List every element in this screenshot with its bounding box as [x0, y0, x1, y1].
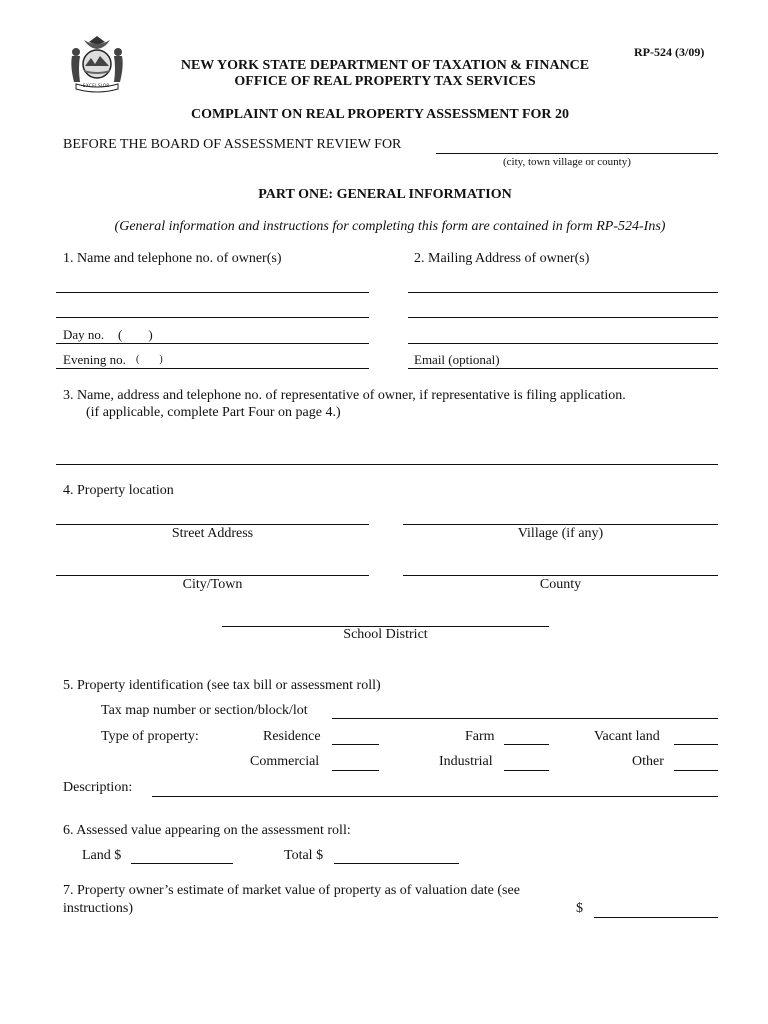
part-one-heading: PART ONE: GENERAL INFORMATION	[258, 187, 512, 202]
department-line-2: OFFICE OF REAL PROPERTY TAX SERVICES	[234, 74, 536, 89]
street-address-label: Street Address	[171, 526, 254, 541]
description-label: Description:	[63, 780, 133, 795]
state-seal-icon	[62, 34, 132, 98]
q7-label: 7. Property owner’s estimate of market value of property as of valuation date (see	[63, 883, 520, 898]
day-phone-label: Day no.	[63, 327, 105, 342]
city-town-input[interactable]	[56, 575, 369, 576]
board-jurisdiction-input[interactable]	[436, 153, 718, 154]
q7-label-cont: instructions)	[63, 901, 133, 916]
part-one-instructions: (General information and instructions for completing this form are contained in form RP-524-Ins)	[114, 219, 666, 234]
mailing-address-input-1[interactable]	[408, 292, 718, 293]
q5-label: 5. Property identification (see tax bill or assessment roll)	[63, 678, 381, 693]
county-label: County	[539, 577, 582, 592]
village-input[interactable]	[403, 524, 718, 525]
q4-label: 4. Property location	[63, 483, 174, 498]
residence-checkbox[interactable]	[332, 744, 379, 745]
department-line-1: NEW YORK STATE DEPARTMENT OF TAXATION & FINANCE	[180, 58, 590, 73]
land-value-label: Land $	[82, 848, 122, 863]
q3-label: 3. Name, address and telephone no. of representative of owner, if representative is filing application.	[63, 388, 626, 403]
q1-label: 1. Name and telephone no. of owner(s)	[63, 251, 282, 266]
street-address-input[interactable]	[56, 524, 369, 525]
land-value-input[interactable]	[131, 863, 233, 864]
residence-label: Residence	[263, 729, 321, 744]
farm-label: Farm	[465, 729, 495, 744]
other-checkbox[interactable]	[674, 770, 718, 771]
vacant-land-label: Vacant land	[594, 729, 660, 744]
tax-map-label: Tax map number or section/block/lot	[101, 703, 308, 718]
mailing-address-input-3[interactable]	[408, 343, 718, 344]
total-value-label: Total $	[284, 848, 324, 863]
jurisdiction-hint: (city, town village or county)	[503, 156, 631, 168]
email-input[interactable]	[408, 368, 718, 369]
commercial-checkbox[interactable]	[332, 770, 379, 771]
county-input[interactable]	[403, 575, 718, 576]
market-value-input[interactable]	[594, 917, 718, 918]
market-value-dollar: $	[576, 901, 583, 916]
farm-checkbox[interactable]	[504, 744, 549, 745]
q6-label: 6. Assessed value appearing on the assessment roll:	[63, 823, 351, 838]
property-type-label: Type of property:	[101, 729, 199, 744]
q3-note: (if applicable, complete Part Four on page 4.)	[86, 405, 341, 420]
commercial-label: Commercial	[250, 754, 320, 769]
seal-motto: EXCELSIOR	[83, 83, 110, 88]
evening-phone-area: ( )	[136, 354, 163, 365]
total-value-input[interactable]	[334, 863, 459, 864]
email-label: Email (optional)	[414, 352, 500, 367]
mailing-address-input-2[interactable]	[408, 317, 718, 318]
form-number: RP-524 (3/09)	[634, 45, 705, 59]
representative-input[interactable]	[56, 464, 718, 465]
school-district-label: School District	[343, 627, 428, 642]
owner-name-input-2[interactable]	[56, 317, 369, 318]
form-title: COMPLAINT ON REAL PROPERTY ASSESSMENT FOR 20	[190, 107, 570, 122]
industrial-checkbox[interactable]	[504, 770, 549, 771]
tax-map-input[interactable]	[332, 718, 718, 719]
industrial-label: Industrial	[439, 754, 493, 769]
day-phone-input[interactable]	[56, 343, 369, 344]
day-phone-area: ( )	[118, 327, 153, 342]
owner-name-input-1[interactable]	[56, 292, 369, 293]
evening-phone-input[interactable]	[56, 368, 369, 369]
other-label: Other	[632, 754, 664, 769]
description-input[interactable]	[152, 796, 718, 797]
board-label: BEFORE THE BOARD OF ASSESSMENT REVIEW FOR	[63, 137, 402, 152]
village-label: Village (if any)	[517, 526, 604, 541]
evening-phone-label: Evening no.	[63, 352, 126, 367]
q2-label: 2. Mailing Address of owner(s)	[414, 251, 590, 266]
vacant-land-checkbox[interactable]	[674, 744, 718, 745]
city-town-label: City/Town	[182, 577, 243, 592]
